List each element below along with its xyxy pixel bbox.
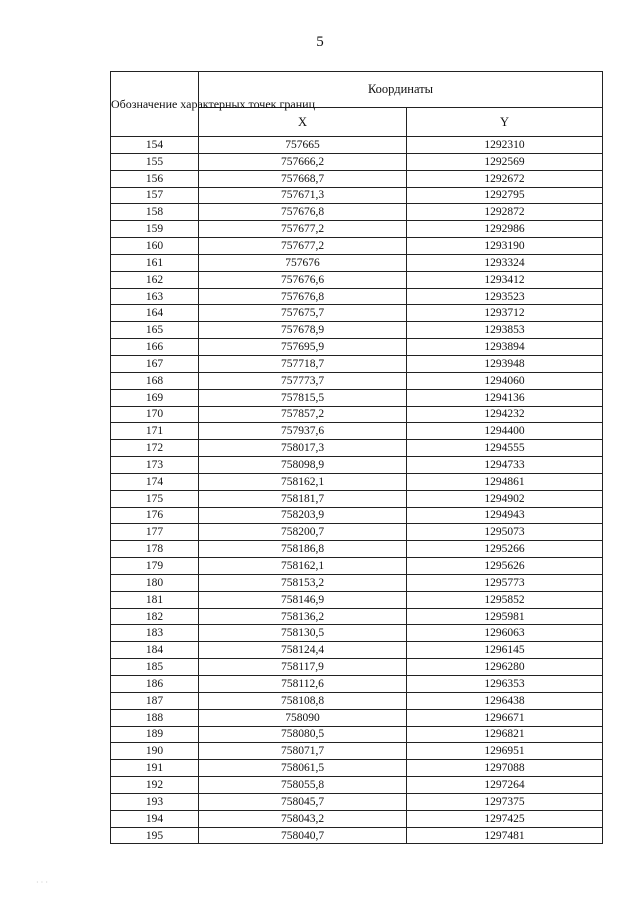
cell-y: 1295266 <box>407 541 603 558</box>
cell-point: 161 <box>111 254 199 271</box>
cell-y: 1294943 <box>407 507 603 524</box>
cell-point: 158 <box>111 204 199 221</box>
cell-x: 757675,7 <box>199 305 407 322</box>
cell-x: 758200,7 <box>199 524 407 541</box>
cell-point: 167 <box>111 355 199 372</box>
table-row <box>111 490 603 507</box>
cell-point: 162 <box>111 271 199 288</box>
table-row <box>111 541 603 558</box>
cell-y: 1296438 <box>407 692 603 709</box>
cell-x: 758203,9 <box>199 507 407 524</box>
cell-y: 1294902 <box>407 490 603 507</box>
cell-x: 757676,6 <box>199 271 407 288</box>
cell-point: 164 <box>111 305 199 322</box>
table-row <box>111 591 603 608</box>
table-row <box>111 524 603 541</box>
table-row <box>111 574 603 591</box>
cell-y: 1296063 <box>407 625 603 642</box>
table-row <box>111 254 603 271</box>
cell-y: 1294555 <box>407 440 603 457</box>
cell-point: 163 <box>111 288 199 305</box>
cell-y: 1297425 <box>407 810 603 827</box>
cell-x: 757857,2 <box>199 406 407 423</box>
cell-point: 155 <box>111 153 199 170</box>
cell-x: 758153,2 <box>199 574 407 591</box>
cell-point: 185 <box>111 659 199 676</box>
cell-y: 1293712 <box>407 305 603 322</box>
cell-x: 757773,7 <box>199 372 407 389</box>
cell-point: 157 <box>111 187 199 204</box>
cell-x: 758040,7 <box>199 827 407 844</box>
table-row <box>111 187 603 204</box>
cell-y: 1292569 <box>407 153 603 170</box>
cell-y: 1293190 <box>407 238 603 255</box>
cell-y: 1296353 <box>407 676 603 693</box>
table-row <box>111 305 603 322</box>
cell-y: 1295981 <box>407 608 603 625</box>
cell-x: 758080,5 <box>199 726 407 743</box>
cell-point: 188 <box>111 709 199 726</box>
table-row <box>111 457 603 474</box>
cell-point: 168 <box>111 372 199 389</box>
table-row <box>111 288 603 305</box>
cell-x: 758045,7 <box>199 793 407 810</box>
cell-point: 180 <box>111 574 199 591</box>
cell-point: 156 <box>111 170 199 187</box>
cell-y: 1294232 <box>407 406 603 423</box>
cell-y: 1292310 <box>407 137 603 154</box>
cell-y: 1295852 <box>407 591 603 608</box>
cell-x: 758071,7 <box>199 743 407 760</box>
cell-x: 757668,7 <box>199 170 407 187</box>
cell-x: 758112,6 <box>199 676 407 693</box>
cell-y: 1294060 <box>407 372 603 389</box>
cell-point: 159 <box>111 221 199 238</box>
cell-y: 1297264 <box>407 777 603 794</box>
table-row <box>111 726 603 743</box>
cell-x: 757815,5 <box>199 389 407 406</box>
table-row <box>111 423 603 440</box>
cell-point: 176 <box>111 507 199 524</box>
cell-y: 1292986 <box>407 221 603 238</box>
table-row <box>111 676 603 693</box>
cell-y: 1294400 <box>407 423 603 440</box>
cell-y: 1294136 <box>407 389 603 406</box>
cell-x: 758017,3 <box>199 440 407 457</box>
coordinates-table <box>110 71 603 844</box>
cell-x: 758117,9 <box>199 659 407 676</box>
cell-point: 171 <box>111 423 199 440</box>
table-row <box>111 372 603 389</box>
cell-point: 169 <box>111 389 199 406</box>
table-row <box>111 558 603 575</box>
table-row <box>111 153 603 170</box>
table-row <box>111 793 603 810</box>
cell-point: 154 <box>111 137 199 154</box>
cell-x: 758108,8 <box>199 692 407 709</box>
cell-point: 179 <box>111 558 199 575</box>
table-row <box>111 810 603 827</box>
table-body <box>111 137 603 844</box>
table-row <box>111 355 603 372</box>
cell-point: 175 <box>111 490 199 507</box>
cell-y: 1296145 <box>407 642 603 659</box>
cell-x: 757677,2 <box>199 221 407 238</box>
cell-y: 1296280 <box>407 659 603 676</box>
table-row <box>111 709 603 726</box>
cell-x: 758181,7 <box>199 490 407 507</box>
cell-x: 757676,8 <box>199 288 407 305</box>
cell-point: 183 <box>111 625 199 642</box>
cell-y: 1293853 <box>407 322 603 339</box>
cell-x: 757666,2 <box>199 153 407 170</box>
cell-point: 178 <box>111 541 199 558</box>
cell-x: 758043,2 <box>199 810 407 827</box>
cell-y: 1297375 <box>407 793 603 810</box>
table-row <box>111 137 603 154</box>
cell-point: 172 <box>111 440 199 457</box>
cell-y: 1292672 <box>407 170 603 187</box>
cell-point: 191 <box>111 760 199 777</box>
page-number: 5 <box>316 34 324 50</box>
cell-point: 193 <box>111 793 199 810</box>
cell-y: 1294733 <box>407 457 603 474</box>
cell-x: 758162,1 <box>199 558 407 575</box>
table-row <box>111 389 603 406</box>
cell-x: 758098,9 <box>199 457 407 474</box>
cell-x: 758130,5 <box>199 625 407 642</box>
cell-y: 1294861 <box>407 473 603 490</box>
table-row <box>111 322 603 339</box>
cell-x: 758061,5 <box>199 760 407 777</box>
cell-x: 758090 <box>199 709 407 726</box>
cell-x: 757695,9 <box>199 339 407 356</box>
cell-x: 757671,3 <box>199 187 407 204</box>
cell-point: 184 <box>111 642 199 659</box>
cell-point: 173 <box>111 457 199 474</box>
table-row <box>111 827 603 844</box>
cell-x: 757676 <box>199 254 407 271</box>
cell-y: 1292795 <box>407 187 603 204</box>
cell-y: 1295626 <box>407 558 603 575</box>
cell-point: 195 <box>111 827 199 844</box>
table-row <box>111 221 603 238</box>
scan-artifact: · · · <box>36 878 48 887</box>
table-row <box>111 743 603 760</box>
cell-point: 187 <box>111 692 199 709</box>
cell-point: 194 <box>111 810 199 827</box>
table-row <box>111 760 603 777</box>
table-row <box>111 170 603 187</box>
cell-point: 182 <box>111 608 199 625</box>
cell-y: 1295073 <box>407 524 603 541</box>
header-coordinates: Координаты <box>199 72 603 108</box>
cell-point: 160 <box>111 238 199 255</box>
table-row <box>111 659 603 676</box>
table-header <box>111 72 603 137</box>
cell-point: 186 <box>111 676 199 693</box>
cell-x: 757665 <box>199 137 407 154</box>
table-row <box>111 625 603 642</box>
header-y: Y <box>407 108 603 137</box>
cell-y: 1293412 <box>407 271 603 288</box>
cell-point: 181 <box>111 591 199 608</box>
table-row <box>111 777 603 794</box>
table-row <box>111 507 603 524</box>
header-point-label: Обозначение характерных точек границ <box>111 72 199 137</box>
table-row <box>111 642 603 659</box>
cell-y: 1293948 <box>407 355 603 372</box>
table-row <box>111 271 603 288</box>
cell-point: 165 <box>111 322 199 339</box>
cell-y: 1295773 <box>407 574 603 591</box>
table-row <box>111 473 603 490</box>
header-x: X <box>199 108 407 137</box>
table-row <box>111 238 603 255</box>
cell-y: 1296951 <box>407 743 603 760</box>
cell-point: 174 <box>111 473 199 490</box>
cell-point: 189 <box>111 726 199 743</box>
cell-point: 166 <box>111 339 199 356</box>
cell-x: 758186,8 <box>199 541 407 558</box>
table-row <box>111 608 603 625</box>
cell-point: 177 <box>111 524 199 541</box>
cell-y: 1293324 <box>407 254 603 271</box>
table-row <box>111 440 603 457</box>
cell-point: 190 <box>111 743 199 760</box>
cell-x: 757677,2 <box>199 238 407 255</box>
cell-x: 758055,8 <box>199 777 407 794</box>
cell-point: 170 <box>111 406 199 423</box>
cell-y: 1292872 <box>407 204 603 221</box>
cell-point: 192 <box>111 777 199 794</box>
cell-y: 1293523 <box>407 288 603 305</box>
cell-x: 757937,6 <box>199 423 407 440</box>
cell-x: 757678,9 <box>199 322 407 339</box>
cell-y: 1296821 <box>407 726 603 743</box>
cell-y: 1296671 <box>407 709 603 726</box>
cell-x: 757676,8 <box>199 204 407 221</box>
table-row <box>111 339 603 356</box>
cell-x: 758124,4 <box>199 642 407 659</box>
cell-x: 758146,9 <box>199 591 407 608</box>
cell-y: 1293894 <box>407 339 603 356</box>
cell-x: 758136,2 <box>199 608 407 625</box>
cell-y: 1297088 <box>407 760 603 777</box>
table-row <box>111 204 603 221</box>
table-row <box>111 692 603 709</box>
cell-x: 758162,1 <box>199 473 407 490</box>
cell-y: 1297481 <box>407 827 603 844</box>
table-row <box>111 406 603 423</box>
cell-x: 757718,7 <box>199 355 407 372</box>
